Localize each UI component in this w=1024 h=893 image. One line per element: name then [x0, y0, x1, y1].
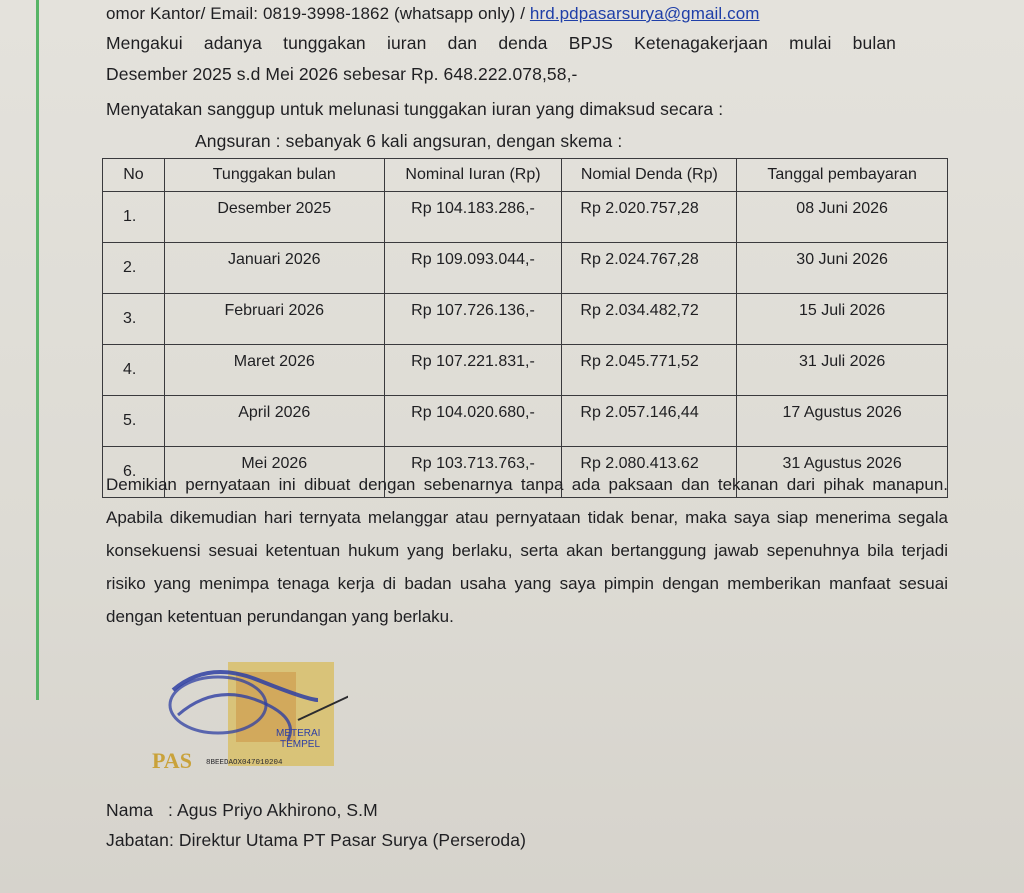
cell-no: 5. — [103, 396, 165, 447]
table-row — [103, 396, 948, 447]
meterai-label-1: METERAI — [276, 728, 321, 739]
cell-iuran: Rp 104.183.286,- — [384, 192, 562, 243]
meterai-stamp — [148, 660, 348, 780]
cell-bulan: Februari 2026 — [164, 294, 384, 345]
table-row — [103, 243, 948, 294]
cell-tanggal: 08 Juni 2026 — [737, 192, 948, 243]
table-row — [103, 345, 948, 396]
cell-no: 6. — [103, 447, 165, 498]
intro-line-1: Mengakui adanya tunggakan iuran dan denda BPJS Ketenagakerjaan mulai bulan — [106, 33, 896, 53]
contact-text: omor Kantor/ Email: 0819-3998-1862 (whatsapp only) / — [106, 4, 530, 23]
margin-line — [36, 0, 39, 700]
cell-denda: Rp 2.080.413.62 — [562, 447, 737, 498]
signer-position-line — [106, 830, 526, 851]
col-iuran: Nominal Iuran (Rp) — [384, 159, 562, 192]
cell-bulan: Januari 2026 — [164, 243, 384, 294]
cell-no: 1. — [103, 192, 165, 243]
cell-denda: Rp 2.057.146,44 — [562, 396, 737, 447]
stamp-company-text: PAS — [152, 748, 192, 773]
intro-line-3: Menyatakan sanggup untuk melunasi tunggakan iuran yang dimaksud secara : — [106, 99, 724, 119]
cell-denda: Rp 2.034.482,72 — [562, 294, 737, 345]
installment-line: Angsuran : sebanyak 6 kali angsuran, dengan skema : — [195, 131, 623, 151]
cell-bulan: Maret 2026 — [164, 345, 384, 396]
signer-name-line — [106, 800, 378, 821]
contact-line — [106, 4, 760, 24]
col-bulan: Tunggakan bulan — [164, 159, 384, 192]
cell-denda: Rp 2.045.771,52 — [562, 345, 737, 396]
email-link[interactable]: hrd.pdpasarsurya@gmail.com — [529, 4, 760, 23]
nama-label: Nama — [106, 800, 154, 820]
cell-no: 3. — [103, 294, 165, 345]
cell-tanggal: 30 Juni 2026 — [737, 243, 948, 294]
cell-bulan: Desember 2025 — [164, 192, 384, 243]
nama-value: : Agus Priyo Akhirono, S.M — [168, 800, 378, 820]
cell-no: 4. — [103, 345, 165, 396]
cell-tanggal: 31 Juli 2026 — [737, 345, 948, 396]
installment-table — [102, 158, 948, 498]
cell-bulan: April 2026 — [164, 396, 384, 447]
cell-tanggal: 17 Agustus 2026 — [737, 396, 948, 447]
jabatan-value: : Direktur Utama PT Pasar Surya (Perseroda) — [168, 830, 526, 850]
col-no: No — [103, 159, 165, 192]
cell-iuran: Rp 104.020.680,- — [384, 396, 562, 447]
cell-iuran: Rp 107.726.136,- — [384, 294, 562, 345]
meterai-serial: 8BEEDAOX047010204 — [206, 759, 283, 767]
cell-no: 2. — [103, 243, 165, 294]
cell-tanggal: 15 Juli 2026 — [737, 294, 948, 345]
table-header-row — [103, 159, 948, 192]
jabatan-label: Jabatan — [106, 830, 169, 850]
col-denda: Nomial Denda (Rp) — [562, 159, 737, 192]
cell-denda: Rp 2.024.767,28 — [562, 243, 737, 294]
closing-text: Demikian pernyataan ini dibuat dengan sebenarnya tanpa ada paksaan dan tekanan dari pihak manapun. Apabila dikemudian hari ternyata melanggar atau pernyataan tidak benar, maka saya siap menerima segala konsekuensi sesuai ketentuan hukum yang berlaku, serta akan bertanggung jawab sepenuhnya bila terjadi risiko yang menimpa tenaga kerja di badan usaha yang saya pimpin dengan memberikan manfaat sesuai dengan ketentuan perundangan yang berlaku. — [106, 475, 948, 626]
cell-iuran: Rp 109.093.044,- — [384, 243, 562, 294]
cell-denda: Rp 2.020.757,28 — [562, 192, 737, 243]
intro-line-2: Desember 2025 s.d Mei 2026 sebesar Rp. 648.222.078,58,- — [106, 64, 578, 84]
cell-bulan: Mei 2026 — [164, 447, 384, 498]
table-row — [103, 294, 948, 345]
cell-iuran: Rp 103.713.763,- — [384, 447, 562, 498]
table-row — [103, 192, 948, 243]
col-tanggal: Tanggal pembayaran — [737, 159, 948, 192]
cell-iuran: Rp 107.221.831,- — [384, 345, 562, 396]
meterai-label-2: TEMPEL — [280, 739, 321, 750]
closing-paragraph — [106, 468, 948, 633]
cell-tanggal: 31 Agustus 2026 — [737, 447, 948, 498]
